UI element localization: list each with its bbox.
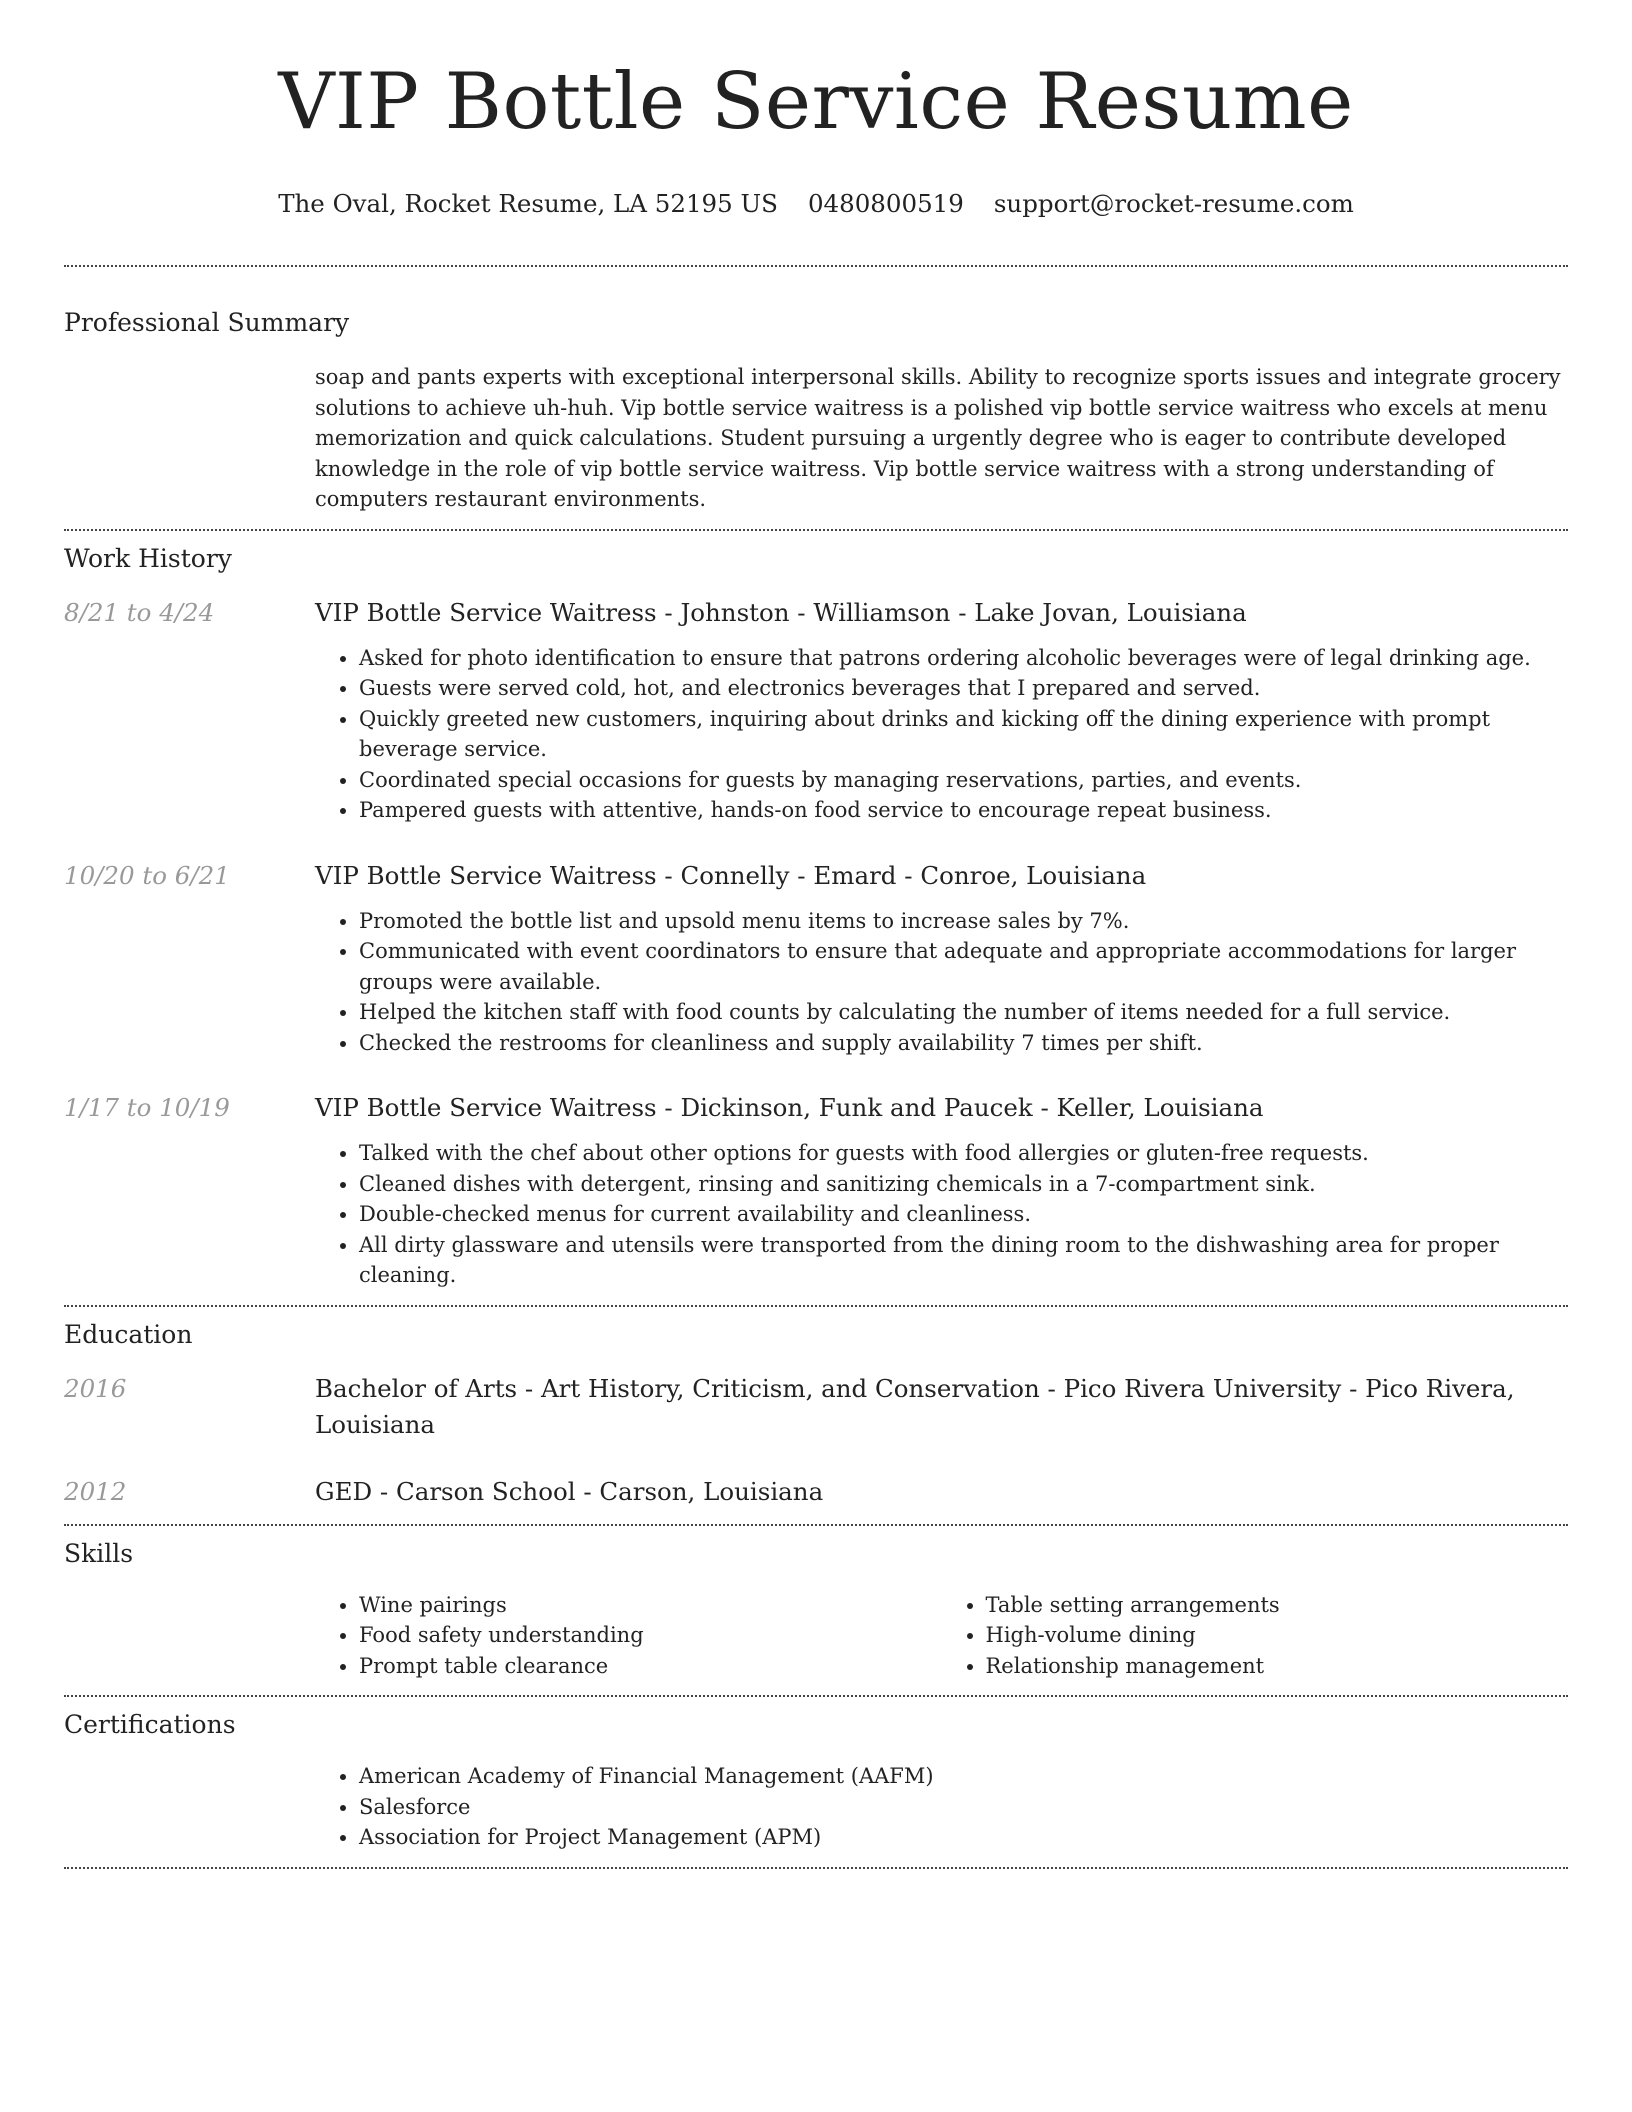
resume-page — [64, 0, 1568, 1869]
contact-email: support@rocket-resume.com — [993, 189, 1354, 218]
work-heading: Work History — [64, 543, 232, 573]
list-item: • Helped the kitchen staff with food counts by calculating the number of items needed for a full service. — [359, 997, 1568, 1028]
summary-section — [64, 267, 1568, 515]
list-item: • Association for Project Management (APM) — [359, 1822, 1568, 1853]
list-item: • All dirty glassware and utensils were transported from the dining room to the dishwashing area for proper cleaning. — [359, 1230, 1568, 1291]
job-heading: VIP Bottle Service Waitress - Dickinson, Funk and Paucek - Keller, Louisiana — [315, 1093, 1264, 1122]
list-item: • Prompt table clearance — [359, 1651, 942, 1682]
certifications-section — [64, 1697, 1568, 1853]
list-item: • Pampered guests with attentive, hands-on food service to encourage repeat business. — [359, 795, 1568, 826]
job-entry — [64, 595, 1568, 826]
education-heading: Education — [64, 1319, 193, 1349]
list-item: • Guests were served cold, hot, and electronics beverages that I prepared and served. — [359, 673, 1568, 704]
education-date: 2016 — [64, 1373, 127, 1403]
divider — [64, 1867, 1568, 1869]
list-item: • Quickly greeted new customers, inquiring about drinks and kicking off the dining experience with prompt beverage service. — [359, 704, 1568, 765]
job-date: 8/21 to 4/24 — [64, 597, 215, 627]
contact-phone: 0480800519 — [807, 189, 964, 218]
education-heading-line — [315, 1371, 1568, 1443]
skills-grid — [315, 1590, 1568, 1682]
job-content — [315, 595, 1568, 826]
education-school: - Pico Rivera University - Pico Rivera, Louisiana — [315, 1373, 1515, 1439]
list-item: • Double-checked menus for current availability and cleanliness. — [359, 1199, 1568, 1230]
job-content — [315, 858, 1568, 1059]
education-degree: GED — [315, 1476, 373, 1506]
work-section — [64, 531, 1568, 1291]
list-item: • Coordinated special occasions for guests by managing reservations, parties, and events. — [359, 765, 1568, 796]
job-date: 1/17 to 10/19 — [64, 1093, 230, 1122]
skills-list-left — [315, 1590, 942, 1682]
certifications-content — [315, 1761, 1568, 1853]
education-date: 2012 — [64, 1476, 127, 1506]
job-bullets — [315, 643, 1568, 826]
education-entry — [64, 1371, 1568, 1443]
resume-header — [64, 0, 1568, 220]
summary-heading: Professional Summary — [64, 308, 350, 337]
list-item: • Communicated with event coordinators to ensure that adequate and appropriate accommodations for larger groups were available. — [359, 936, 1568, 997]
list-item: • Salesforce — [359, 1792, 1568, 1823]
job-entry — [64, 858, 1568, 1059]
list-item: • American Academy of Financial Management (AAFM) — [359, 1761, 1568, 1792]
list-item: • Table setting arrangements — [986, 1590, 1569, 1621]
education-heading-line — [315, 1474, 1568, 1510]
list-item: • Checked the restrooms for cleanliness and supply availability 7 times per shift. — [359, 1028, 1568, 1059]
job-entry — [64, 1090, 1568, 1291]
education-school: - Carson School - Carson, Louisiana — [372, 1476, 824, 1506]
list-item: • Relationship management — [986, 1651, 1569, 1682]
list-item: • Cleaned dishes with detergent, rinsing and sanitizing chemicals in a 7-compartment sink. — [359, 1169, 1568, 1200]
skills-section — [64, 1526, 1568, 1682]
job-content — [315, 1090, 1568, 1291]
list-item: • Promoted the bottle list and upsold menu items to increase sales by 7%. — [359, 906, 1568, 937]
list-item: • High-volume dining — [986, 1620, 1569, 1651]
job-bullets — [315, 1138, 1568, 1291]
education-section — [64, 1307, 1568, 1510]
contact-line — [64, 188, 1568, 220]
contact-address: The Oval, Rocket Resume, LA 52195 US — [278, 189, 778, 218]
resume-title: VIP Bottle Service Resume — [278, 57, 1354, 147]
skills-heading: Skills — [64, 1538, 134, 1568]
job-date: 10/20 to 6/21 — [64, 860, 230, 890]
list-item: • Food safety understanding — [359, 1620, 942, 1651]
education-entry — [64, 1474, 1568, 1510]
certifications-heading: Certifications — [64, 1710, 236, 1739]
job-bullets — [315, 906, 1568, 1059]
skills-list-right — [942, 1590, 1569, 1682]
list-item: • Wine pairings — [359, 1590, 942, 1621]
list-item: • Asked for photo identification to ensure that patrons ordering alcoholic beverages were of legal drinking age. — [359, 643, 1568, 674]
list-item: • Talked with the chef about other options for guests with food allergies or gluten-free requests. — [359, 1138, 1568, 1169]
job-heading: VIP Bottle Service Waitress - Connelly - Emard - Conroe, Louisiana — [315, 860, 1147, 890]
summary-text: soap and pants experts with exceptional interpersonal skills. Ability to recognize sports issues and integrate grocery solutions to achieve uh-huh. Vip bottle service waitress is a polished vip bottle service waitress who excels at menu memorization and quick calculations. Student pursuing a urgently degree who is eager to contribute developed knowledge in the role of vip bottle service waitress. Vip bottle service waitress with a strong understanding of computers restaurant environments. — [315, 365, 1561, 511]
certifications-list — [315, 1761, 1568, 1853]
job-heading: VIP Bottle Service Waitress - Johnston - Williamson - Lake Jovan, Louisiana — [315, 597, 1247, 627]
education-degree: Bachelor of Arts - Art History, Criticism, and Conservation — [315, 1373, 1040, 1403]
